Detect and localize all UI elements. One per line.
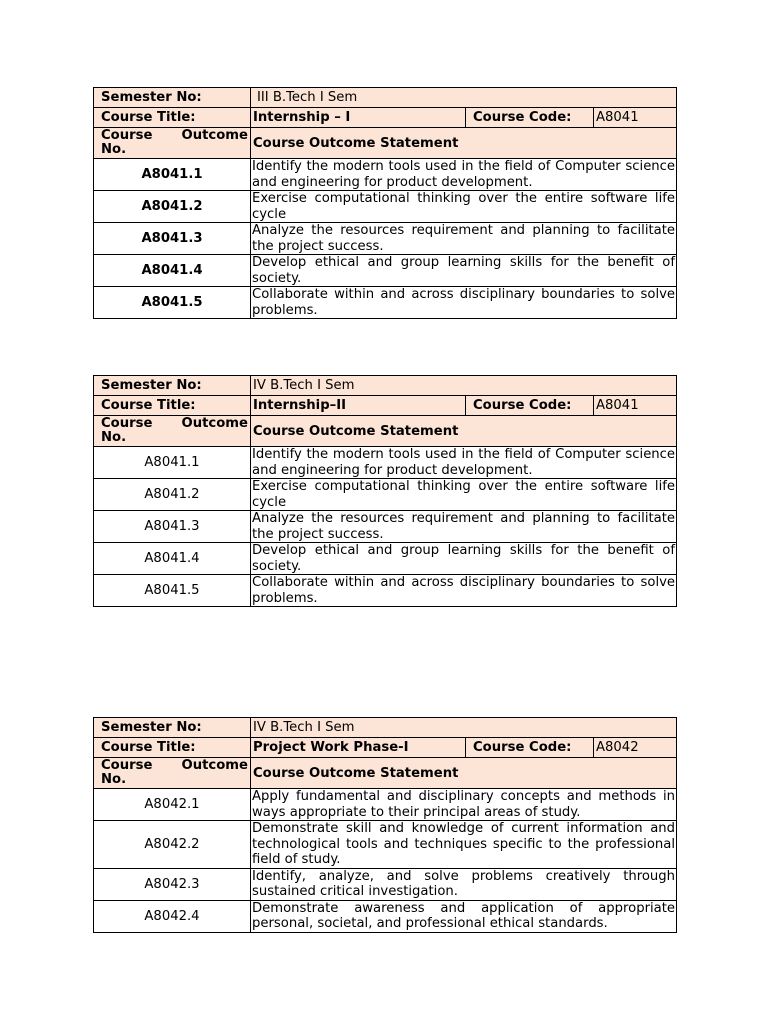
outcome-statement-header: Course Outcome Statement (251, 128, 677, 159)
outcome-code: A8042.3 (94, 868, 251, 900)
outcome-statement: Collaborate within and across disciplinary boundaries to solve problems. (252, 287, 676, 318)
course-code-value: A8041 (594, 396, 677, 416)
course-title-row (94, 396, 677, 416)
course-code-value: A8041 (594, 108, 677, 128)
table-row (94, 900, 677, 932)
table-row (94, 479, 677, 511)
outcome-code: A8041.1 (94, 159, 251, 191)
outcome-code: A8042.1 (94, 789, 251, 821)
course-code-label: Course Code: (466, 738, 594, 758)
outcome-statement: Develop ethical and group learning skills for the benefit of society. (252, 543, 676, 574)
outcome-code: A8042.4 (94, 900, 251, 932)
outcome-code: A8041.2 (94, 479, 251, 511)
table-row (94, 821, 677, 869)
course-title-label: Course Title: (94, 396, 251, 416)
course-title-row (94, 738, 677, 758)
outcome-statement: Collaborate within and across disciplinary boundaries to solve problems. (252, 575, 676, 606)
outcome-statement: Analyze the resources requirement and planning to facilitate the project success. (252, 511, 676, 542)
course-code-value: A8042 (594, 738, 677, 758)
outcome-statement: Demonstrate awareness and application of appropriate personal, societal, and professional ethical standards. (252, 900, 676, 931)
outcome-code: A8041.1 (94, 447, 251, 479)
course-outcome-table-1 (93, 87, 677, 319)
outcome-no-header: Course Outcome No. (94, 128, 251, 159)
outcome-code: A8041.2 (94, 191, 251, 223)
semester-row (94, 376, 677, 396)
course-title-row (94, 108, 677, 128)
table-row (94, 191, 677, 223)
table-row (94, 447, 677, 479)
table-row (94, 159, 677, 191)
semester-label: Semester No: (94, 88, 251, 108)
outcome-no-header: Course Outcome No. (94, 758, 251, 789)
semester-value: IV B.Tech I Sem (251, 376, 677, 396)
table-row (94, 575, 677, 607)
outcome-code: A8041.5 (94, 575, 251, 607)
semester-label: Semester No: (94, 718, 251, 738)
table-row (94, 511, 677, 543)
outcome-statement: Exercise computational thinking over the entire software life cycle (252, 479, 676, 510)
course-title-label: Course Title: (94, 738, 251, 758)
course-outcome-table-3 (93, 717, 677, 933)
table-row (94, 789, 677, 821)
outcome-code: A8041.4 (94, 543, 251, 575)
outcome-code: A8041.4 (94, 255, 251, 287)
outcome-statement: Identify the modern tools used in the field of Computer science and engineering for product development. (252, 159, 676, 190)
outcome-statement: Analyze the resources requirement and planning to facilitate the project success. (252, 223, 676, 254)
table-row (94, 223, 677, 255)
course-code-label: Course Code: (466, 108, 594, 128)
table-row (94, 868, 677, 900)
course-title-label: Course Title: (94, 108, 251, 128)
outcome-header-row (94, 128, 677, 159)
outcome-header-row (94, 416, 677, 447)
outcome-statement: Apply fundamental and disciplinary concepts and methods in ways appropriate to their principal areas of study. (252, 789, 676, 820)
semester-label: Semester No: (94, 376, 251, 396)
outcome-code: A8041.3 (94, 223, 251, 255)
semester-row (94, 88, 677, 108)
outcome-code: A8041.3 (94, 511, 251, 543)
outcome-header-row (94, 758, 677, 789)
semester-row (94, 718, 677, 738)
course-title-value: Internship–II (251, 396, 466, 416)
table-row (94, 287, 677, 319)
outcome-no-header: Course Outcome No. (94, 416, 251, 447)
course-title-value: Project Work Phase-I (251, 738, 466, 758)
outcome-statement: Identify, analyze, and solve problems creatively through sustained critical investigation. (252, 868, 676, 899)
table-row (94, 255, 677, 287)
course-outcome-table-2 (93, 375, 677, 607)
semester-value: IV B.Tech I Sem (251, 718, 677, 738)
table-row (94, 543, 677, 575)
outcome-code: A8042.2 (94, 821, 251, 869)
outcome-statement-header: Course Outcome Statement (251, 416, 677, 447)
outcome-statement: Demonstrate skill and knowledge of current information and technological tools and techniques specific to the professional field of study. (252, 821, 676, 867)
outcome-statement: Exercise computational thinking over the entire software life cycle (252, 191, 676, 222)
semester-value: III B.Tech I Sem (251, 88, 677, 108)
outcome-statement-header: Course Outcome Statement (251, 758, 677, 789)
outcome-code: A8041.5 (94, 287, 251, 319)
course-code-label: Course Code: (466, 396, 594, 416)
outcome-statement: Develop ethical and group learning skills for the benefit of society. (252, 255, 676, 286)
course-title-value: Internship – I (251, 108, 466, 128)
outcome-statement: Identify the modern tools used in the field of Computer science and engineering for product development. (252, 447, 676, 478)
